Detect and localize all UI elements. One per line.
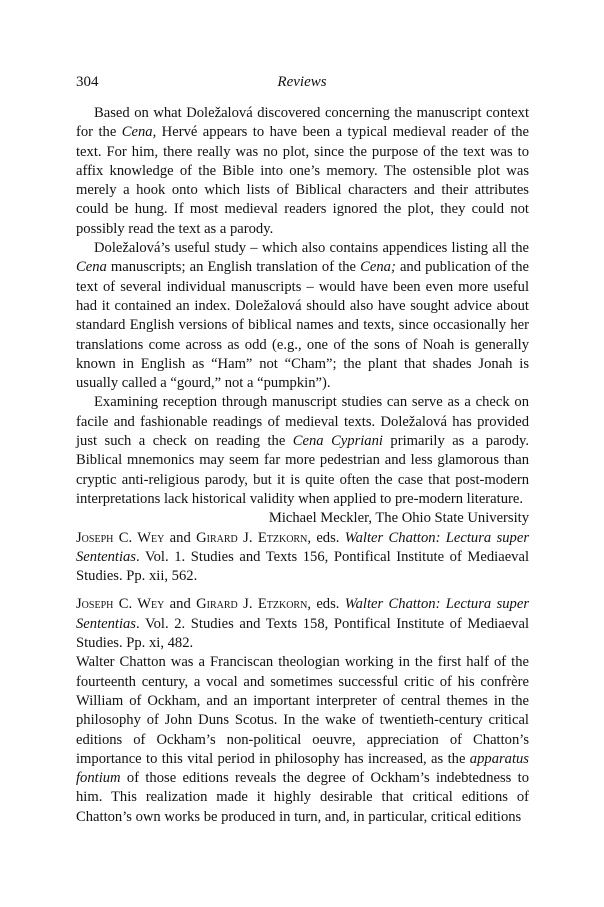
editor-name: Girard J. Etzkorn — [196, 596, 308, 613]
running-head: Reviews — [277, 74, 327, 90]
editor-name: Joseph C. Wey — [76, 529, 165, 546]
text-run: , eds. — [307, 529, 345, 546]
italic-title: Cena, — [121, 124, 157, 141]
italic-title: Cena; — [360, 259, 396, 276]
book-details: . Vol. 2. Studies and Texts 158, Pontifical Institute of Mediaeval Studies. Pp. xi, 482. — [76, 615, 529, 652]
text-run: Examining reception through manuscript studies can serve as a check on facile and fashionable readings of medieval texts. Doležalová has provided just such a check on reading the — [76, 394, 529, 450]
text-run: and — [164, 596, 197, 613]
text-run: and publication of the text of several individual manuscripts – would have been even more useful had it contained an index. Doležalová should also have sought advice about standard English versions of biblical names and texts, since occasionally her translations come across as odd (e.g., one of the sons of Noah is generally known in English as “Ham” not “Cham”; the plant that shades Jonah is usually called a “gourd,” not a “pumpkin”). — [76, 259, 529, 392]
reviewer-signature: Michael Meckler, The Ohio State University — [268, 510, 529, 527]
text-run: manuscripts; an English translation of the — [106, 259, 361, 276]
editor-name: Joseph C. Wey — [76, 596, 165, 613]
book-details: . Vol. 1. Studies and Texts 156, Pontifical Institute of Mediaeval Studies. Pp. xii, 562. — [76, 548, 529, 585]
italic-title: Cena Cypriani — [292, 433, 383, 450]
new-review-paragraph — [76, 653, 529, 827]
review-paragraph-1 — [76, 104, 529, 239]
page-body — [76, 104, 529, 827]
text-run: , eds. — [307, 596, 345, 613]
text-run: Based on what Doležalová discovered concerning the manuscript context for the — [76, 105, 529, 141]
book-citation-1 — [76, 529, 529, 587]
italic-title: Cena — [76, 259, 107, 276]
text-run: of those editions reveals the degree of Ockham’s indebtedness to him. This realization made it highly desirable that critical editions of Chatton’s own works be produced in turn, and, in particular, critical editions — [76, 770, 529, 825]
review-paragraph-2 — [76, 239, 529, 393]
book-title: Walter Chatton: Lectura super Sententias — [76, 529, 529, 565]
text-run: Doležalová’s useful study – which also contains appendices listing all the — [94, 240, 529, 257]
text-run: Walter Chatton was a Franciscan theologian working in the first half of the fourteenth century, a vocal and sometimes successful critic of his confrère William of Ockham, and an important interpreter of central themes in the philosophy of John Duns Scotus. In the wake of twentieth-century critical editions of Ockham’s non-political oeuvre, appreciation of Chatton’s importance to this vital period in philosophy has increased, as the — [76, 654, 529, 767]
book-title: Walter Chatton: Lectura super Sententias — [76, 596, 529, 632]
text-run: Hervé appears to have been a typical medieval reader of the text. For him, there really was no plot, since the purpose of the text was to affix knowledge of the Bible into one’s memory. The ostensible plot was merely a hook onto which lists of Biblical characters and their attributes could be hung. If most medieval readers ignored the plot, they could not possibly read the text as a parody. — [76, 124, 529, 237]
page-number: 304 — [76, 74, 99, 90]
page-header — [76, 74, 528, 96]
text-run: primarily as a parody. Biblical mnemonics may seem far more pedestrian and less glamorous than cryptic anti-religious parody, but it is quite often the case that post-modern interpretations lack historical validity when applied to pre-modern literature. — [76, 433, 529, 507]
italic-term: apparatus fontium — [76, 750, 529, 787]
book-citation-2 — [76, 595, 529, 653]
text-run: and — [164, 529, 197, 546]
editor-name: Girard J. Etzkorn — [196, 529, 308, 546]
review-paragraph-3 — [76, 393, 529, 509]
